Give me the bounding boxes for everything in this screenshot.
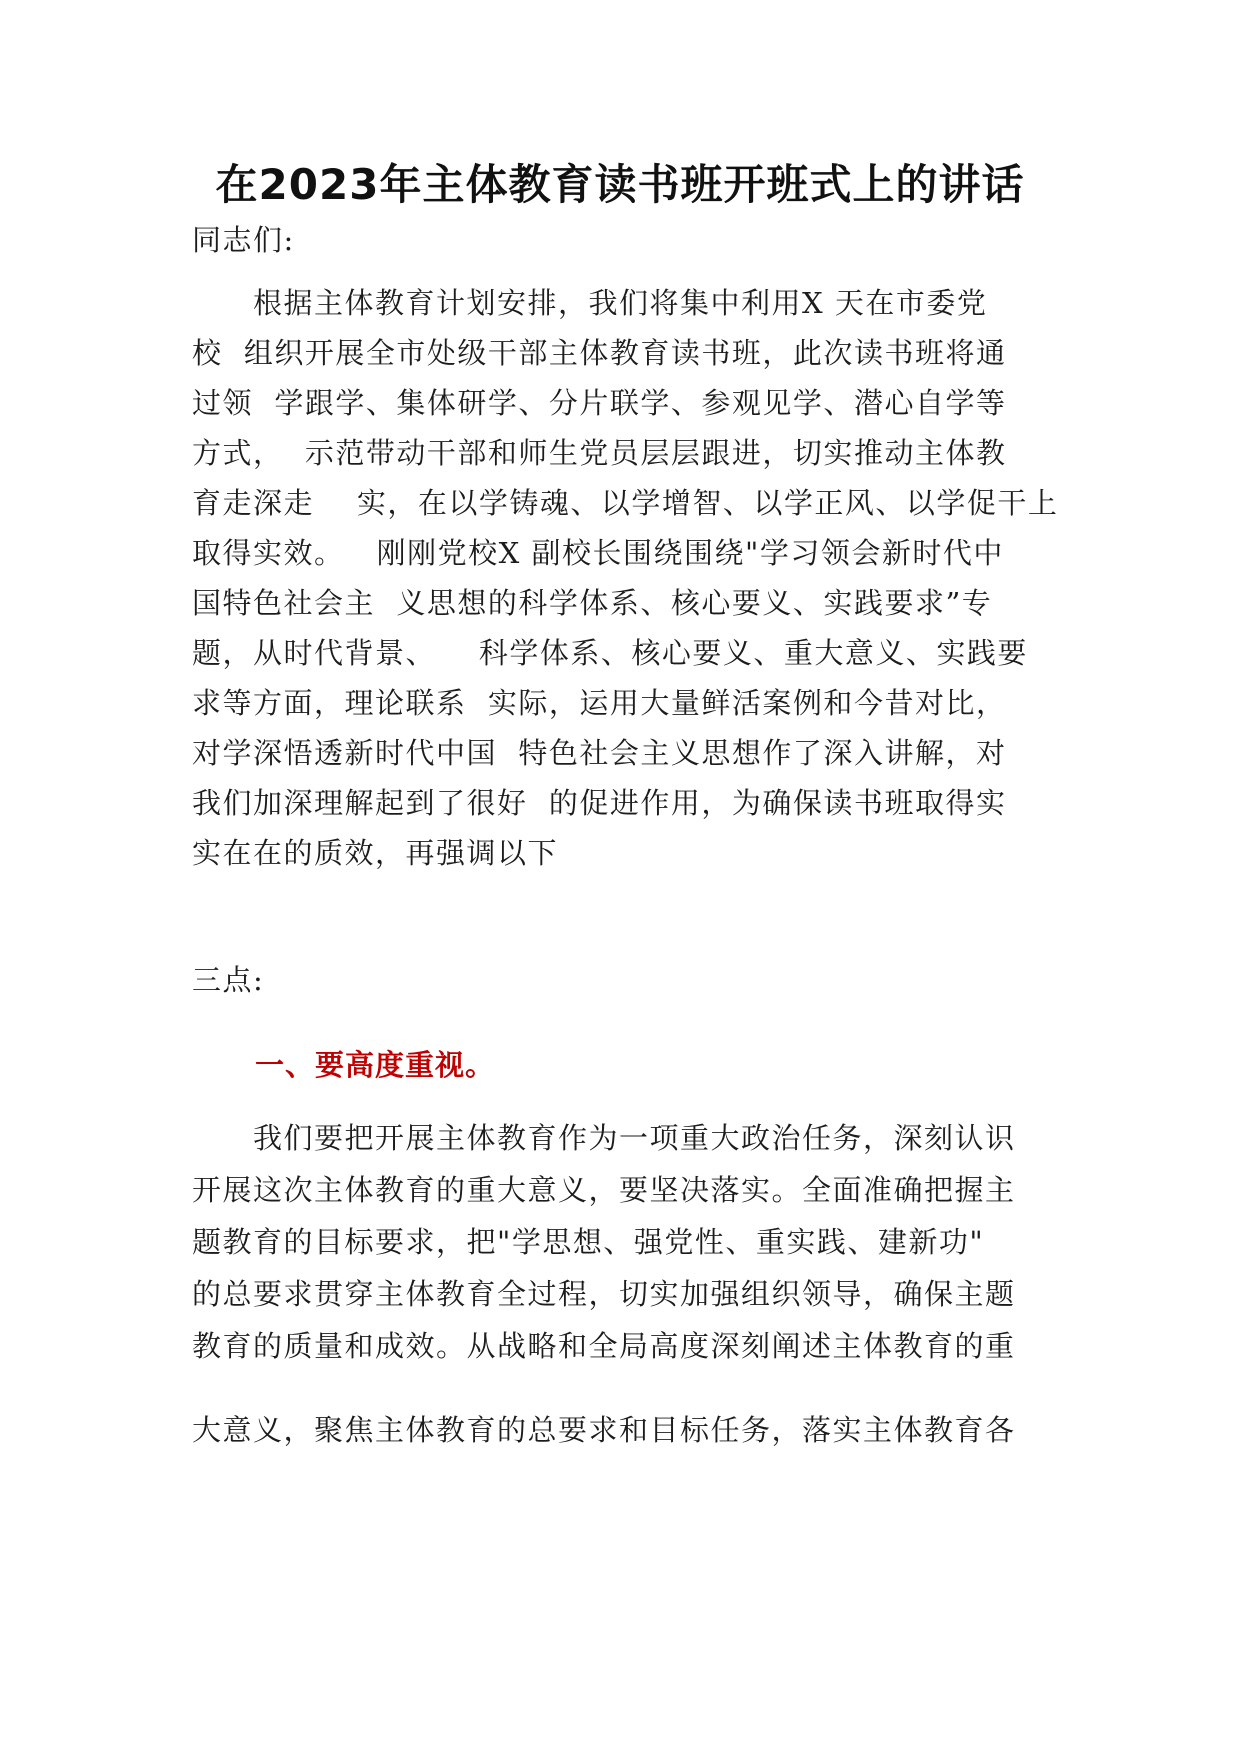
intro-line: 国特色社会主 义思想的科学体系、核心要义、实践要求”专 — [192, 586, 993, 620]
document-title: 在2023年主体教育读书班开班式上的讲话 — [215, 160, 1025, 209]
intro-line: 实在在的质效，再强调以下 — [192, 836, 559, 870]
section-heading: 一、要高度重视。 — [255, 1048, 496, 1082]
section-line: 大意义，聚焦主体教育的总要求和目标任务，落实主体教育各 — [192, 1413, 1016, 1447]
salutation: 同志们: — [192, 223, 295, 257]
section-line: 题教育的目标要求，把"学思想、强党性、重实践、建新功" — [192, 1225, 985, 1259]
three-points-label: 三点: — [192, 963, 265, 997]
intro-line: 校 组织开展全市处级干部主体教育读书班，此次读书班将通 — [192, 336, 1007, 370]
intro-line: 求等方面，理论联系 实际，运用大量鲜活案例和今昔对比， — [192, 686, 1007, 720]
intro-line: 根据主体教育计划安排，我们将集中利用X 天在市委党 — [192, 286, 988, 320]
section-line: 教育的质量和成效。从战略和全局高度深刻阐述主体教育的重 — [192, 1329, 1016, 1363]
intro-line: 方式， 示范带动干部和师生党员层层跟进，切实推动主体教 — [192, 436, 1007, 470]
intro-line: 对学深悟透新时代中国 特色社会主义思想作了深入讲解，对 — [192, 736, 1007, 770]
intro-line: 过领 学跟学、集体研学、分片联学、参观见学、潜心自学等 — [192, 386, 1007, 420]
intro-line: 我们加深理解起到了很好 的促进作用，为确保读书班取得实 — [192, 786, 1007, 820]
intro-line: 育走深走 实，在以学铸魂、以学增智、以学正风、以学促干上 — [192, 486, 1059, 520]
section-line: 的总要求贯穿主体教育全过程，切实加强组织领导，确保主题 — [192, 1277, 1016, 1311]
section-line: 我们要把开展主体教育作为一项重大政治任务，深刻认识 — [192, 1121, 1016, 1155]
intro-line: 题，从时代背景、 科学体系、核心要义、重大意义、实践要 — [192, 636, 1028, 670]
intro-line: 取得实效。 刚刚党校X 副校长围绕围绕"学习领会新时代中 — [192, 536, 1004, 570]
section-line: 开展这次主体教育的重大意义，要坚决落实。全面准确把握主 — [192, 1173, 1016, 1207]
